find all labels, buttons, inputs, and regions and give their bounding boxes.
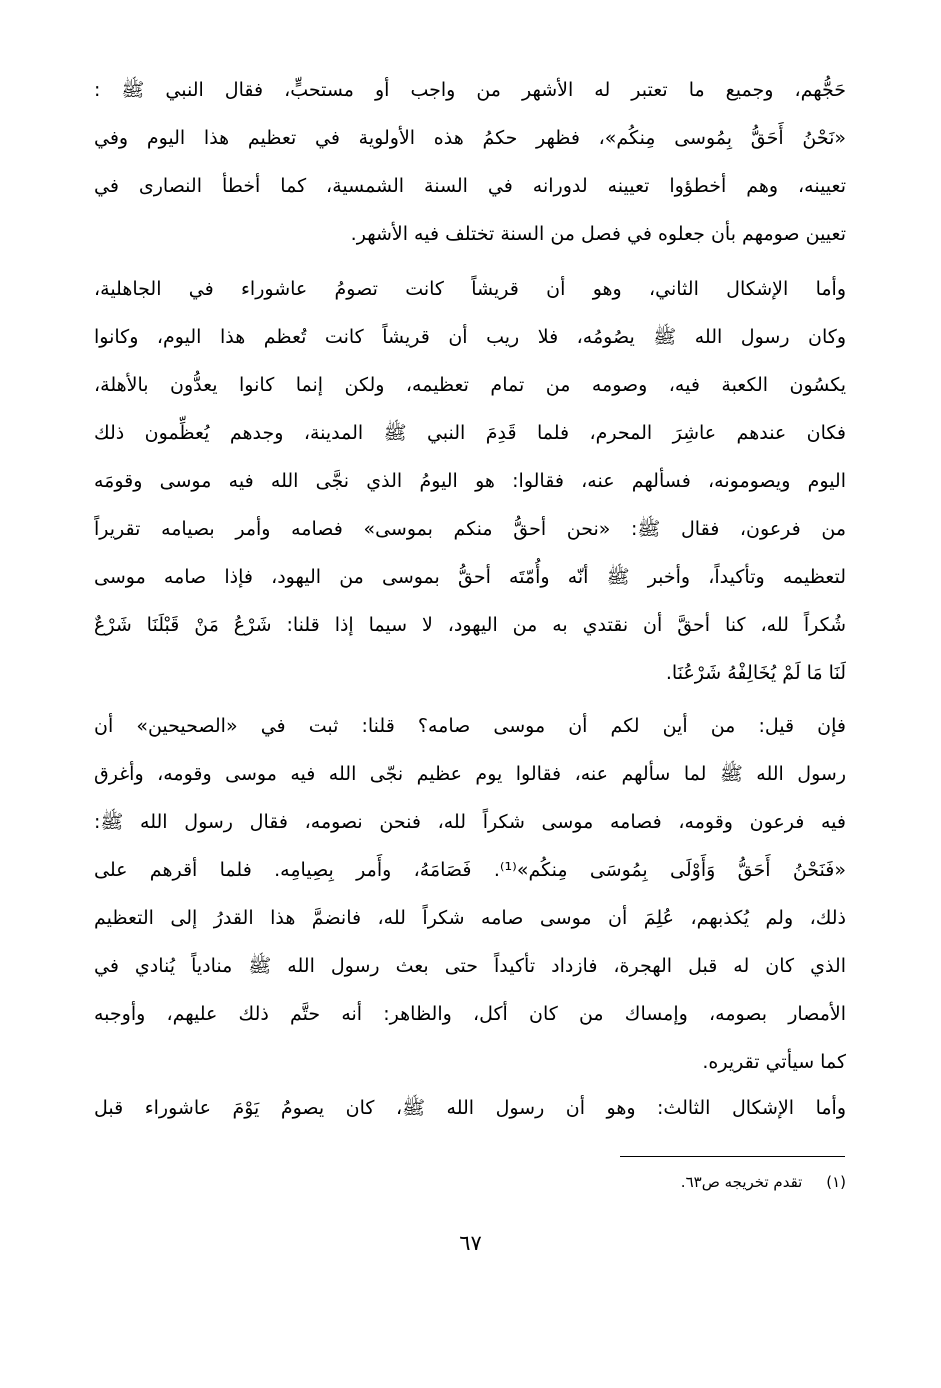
text-line: فيه فرعون وقومه، فصامه موسى شكراً لله، فنحن نصومه، فقال رسول الله ﷺ: [94, 811, 846, 833]
text-line: شُكراً لله، كنا أحقَّ أن نقتدي به من اليهود، لا سيما إذا قلنا: شَرْعُ مَنْ قَبْلَنَا شَرْعٌ [94, 614, 846, 636]
footnote-text: تقدم تخريجه ص٦٣. [680, 1173, 803, 1191]
paragraph-2 [94, 265, 846, 697]
text-line: «فَنَحْنُ أَحَقُّ وَأَوْلَى بِمُوسَى مِنكُم»⁽¹⁾. فَصَامَهُ، وأَمر بِصِيامِه. فلما أقرهم على [94, 859, 846, 881]
text-line: يكسُون الكعبة فيه، وصومه من تمام تعظيمه، ولكن إنما كانوا يعدُّون بالأهلة، [94, 374, 846, 396]
text-line: تعيين صومهم بأن جعلوه في فصل من السنة تختلف فيه الأشهر. [350, 223, 846, 245]
text-line: رسول الله ﷺ لما سألهم عنه، فقالوا يوم عظيم نجّى الله فيه موسى وقومه، وأغرق [94, 763, 846, 785]
footnote [446, 1165, 846, 1199]
text-line: فكان عندهم عاشِرَ المحرم، فلما قَدِمَ النبي ﷺ المدينة، وجدهم يُعظِّمون ذلك [94, 422, 846, 444]
text-line: وكان رسول الله ﷺ يصُومُه، فلا ريب أن قريشاً كانت تُعظم هذا اليوم، وكانوا [94, 326, 846, 348]
text-line: الذي كان له قبل الهجرة، فازداد تأكيداً حتى بعث رسول الله ﷺ منادياً يُنادي في [94, 955, 846, 977]
text-line: لَنَا مَا لَمْ يُخَالِفْهُ شَرْعُنَا. [665, 662, 846, 684]
footnote-marker: (١) [826, 1173, 846, 1191]
text-line: من فرعون، فقال ﷺ: «نحن أحقُّ منكم بموسى» فصامه وأمر بصيامه تقريراً [94, 518, 846, 540]
text-line: فإن قيل: من أين لكم أن موسى صامه؟ قلنا: ثبت في «الصحيحين» أن [94, 715, 846, 737]
text-line: تعيينه، وهم أخطؤوا تعيينه لدورانه في السنة الشمسية، كما أخطأ النصارى في [94, 175, 846, 197]
paragraph-4 [94, 1084, 846, 1132]
paragraph-1 [94, 66, 846, 258]
text-line: حَجُّهم، وجميع ما تعتبر له الأشهر من واجب أو مستحبٍّ، فقال النبي ﷺ : [94, 79, 846, 101]
text-line: اليوم ويصومونه، فسألهم عنه، فقالوا: هو اليومُ الذي نجَّى الله فيه موسى وقومَه [94, 470, 846, 492]
text-line: «نَحْنُ أَحَقُّ بِمُوسى مِنكُم»، فظهر حكمُ هذه الأولوية في تعظيم هذا اليوم وفي [94, 127, 846, 149]
text-line: كما سيأتي تقريره. [702, 1051, 846, 1073]
footnote-divider [620, 1156, 845, 1157]
page-number: ٦٧ [459, 1231, 482, 1255]
text-line: ذلك، ولم يُكذبهم، عُلِمَ أن موسى صامه شكراً لله، فانضمَّ هذا القدرُ إلى التعظيم [94, 907, 846, 929]
text-line: لتعظيمه وتأكيداً، وأخبر ﷺ أنّه وأُمّتَه أحقُّ بموسى من اليهود، فإذا صامه موسى [94, 566, 846, 588]
text-line: وأما الإشكال الثاني، وهو أن قريشاً كانت تصومُ عاشوراء في الجاهلية، [94, 278, 846, 300]
paragraph-3 [94, 702, 846, 1086]
text-line: وأما الإشكال الثالث: وهو أن رسول الله ﷺ، كان يصومُ يَوْمَ عاشوراء قبل [94, 1097, 846, 1119]
text-line: الأمصار بصومه، وإمساك من كان أكل، والظاهر: أنه حتَّم ذلك عليهم، وأوجبه [94, 1003, 846, 1025]
